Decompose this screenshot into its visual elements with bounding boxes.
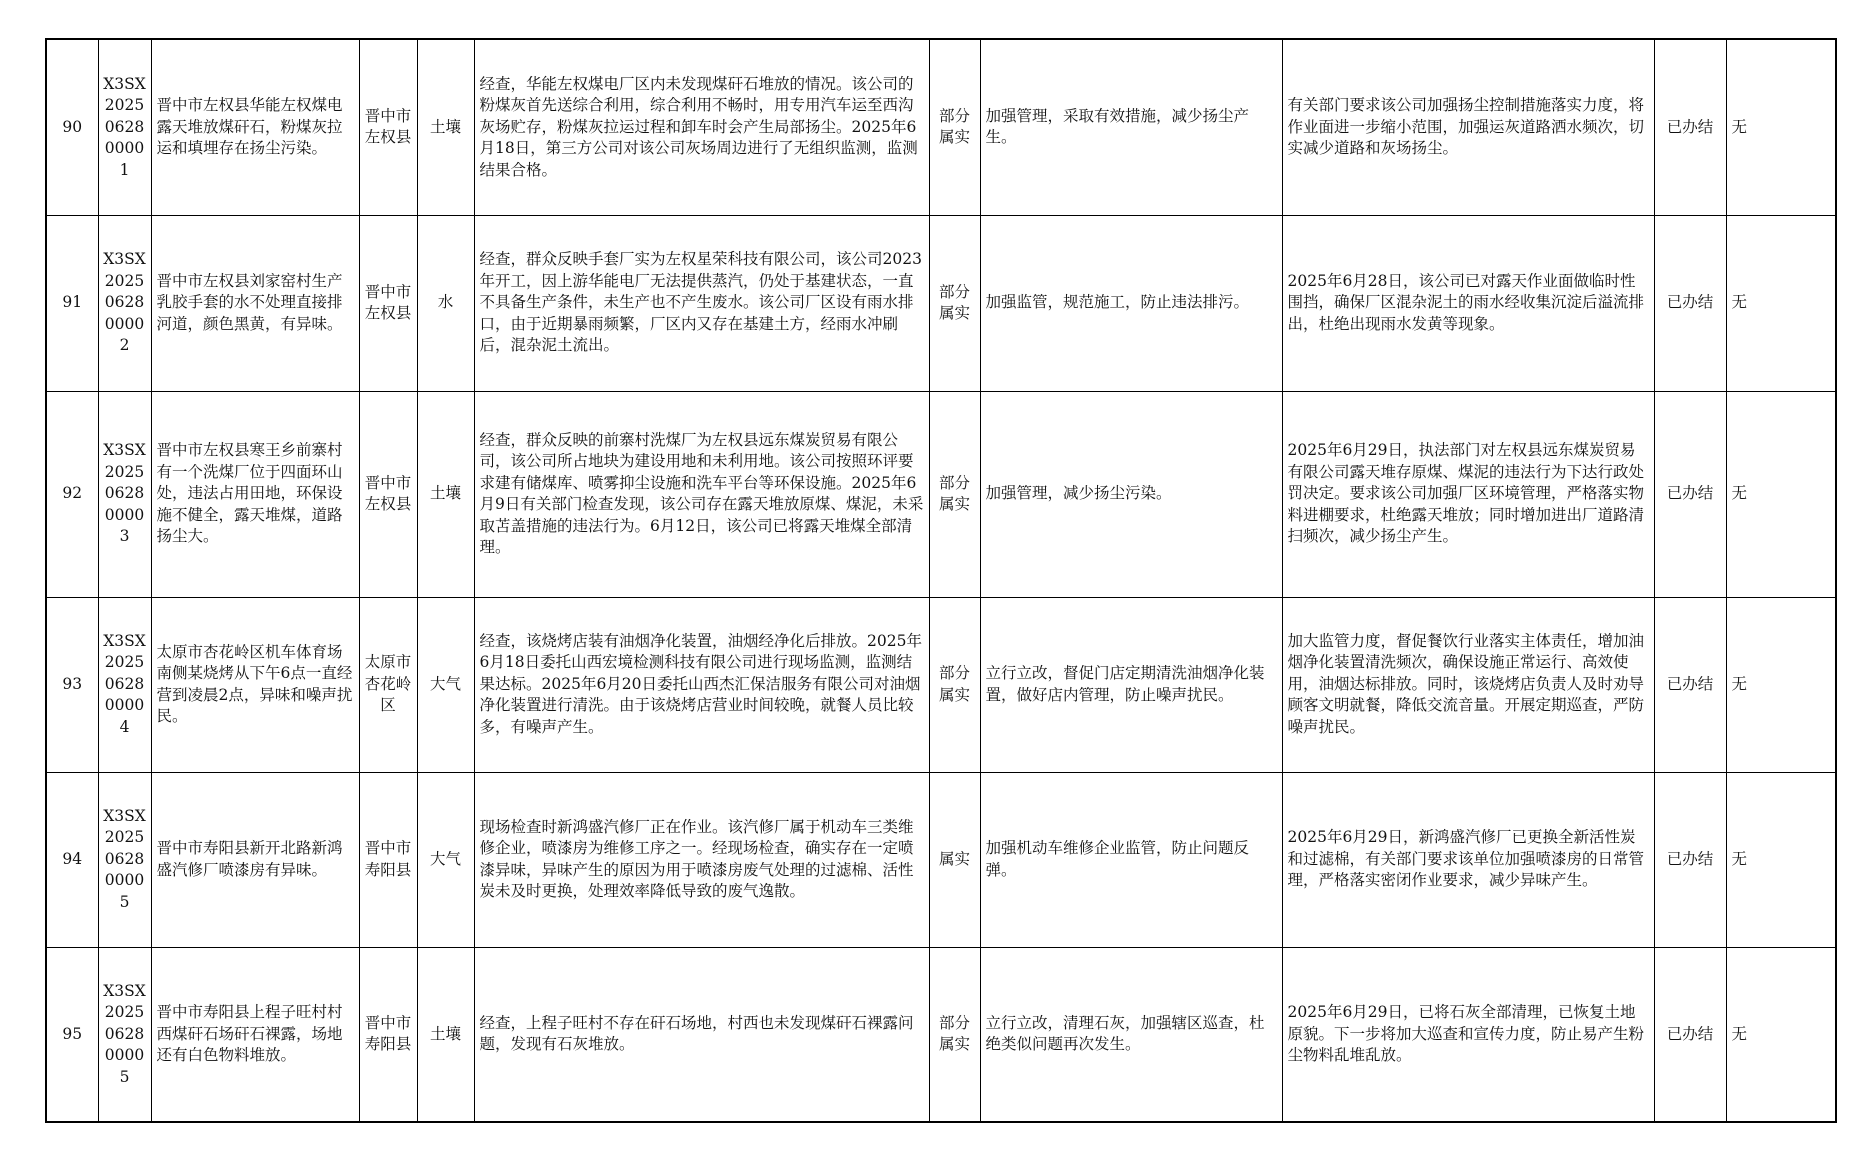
opinion-cell: 立行立改，清理石灰，加强辖区巡查，杜绝类似问题再次发生。 [980,947,1282,1122]
type-cell: 土壤 [417,391,474,597]
seq-cell: 90 [46,39,98,215]
status-cell: 已办结 [1654,39,1726,215]
table-row [46,215,1836,391]
finding-cell: 经查，该烧烤店装有油烟净化装置，油烟经净化后排放。2025年6月18日委托山西宏境检测科技有限公司进行现场监测，监测结果达标。2025年6月20日委托山西杰汇保洁服务有限公司对油烟净化装置进行清洗。由于该烧烤店营业时间较晚，就餐人员比较多，有噪声产生。 [474,597,929,772]
table-row [46,772,1836,947]
complaint-table-page [45,38,1835,1123]
opinion-cell: 加强机动车维修企业监管，防止问题反弹。 [980,772,1282,947]
table-row [46,947,1836,1122]
seq-cell: 92 [46,391,98,597]
code-cell: X3SX2025062800002 [98,215,151,391]
status-cell: 已办结 [1654,391,1726,597]
accountability-cell: 无 [1726,597,1836,772]
type-cell: 大气 [417,597,474,772]
opinion-cell: 加强监管，规范施工，防止违法排污。 [980,215,1282,391]
status-cell: 已办结 [1654,772,1726,947]
seq-cell: 91 [46,215,98,391]
complaint-cell: 太原市杏花岭区机车体育场南侧某烧烤从下午6点一直经营到凌晨2点，异味和噪声扰民。 [151,597,359,772]
finding-cell: 现场检查时新鸿盛汽修厂正在作业。该汽修厂属于机动车三类维修企业，喷漆房为维修工序之一。经现场检查，确实存在一定喷漆异味，异味产生的原因为用于喷漆房废气处理的过滤棉、活性炭未及时更换，处理效率降低导致的废气逸散。 [474,772,929,947]
region-cell: 晋中市左权县 [359,215,417,391]
verdict-cell: 部分属实 [929,391,980,597]
code-cell: X3SX2025062800005 [98,772,151,947]
region-cell: 晋中市左权县 [359,39,417,215]
status-cell: 已办结 [1654,215,1726,391]
table-row [46,39,1836,215]
accountability-cell: 无 [1726,215,1836,391]
code-cell: X3SX2025062800001 [98,39,151,215]
seq-cell: 94 [46,772,98,947]
region-cell: 晋中市左权县 [359,391,417,597]
verdict-cell: 部分属实 [929,597,980,772]
status-cell: 已办结 [1654,597,1726,772]
type-cell: 水 [417,215,474,391]
region-cell: 晋中市寿阳县 [359,772,417,947]
type-cell: 土壤 [417,947,474,1122]
finding-cell: 经查，华能左权煤电厂区内未发现煤矸石堆放的情况。该公司的粉煤灰首先送综合利用，综合利用不畅时，用专用汽车运至西沟灰场贮存，粉煤灰拉运过程和卸车时会产生局部扬尘。2025年6月18日，第三方公司对该公司灰场周边进行了无组织监测，监测结果合格。 [474,39,929,215]
opinion-cell: 立行立改，督促门店定期清洗油烟净化装置，做好店内管理，防止噪声扰民。 [980,597,1282,772]
result-cell: 加大监管力度，督促餐饮行业落实主体责任，增加油烟净化装置清洗频次，确保设施正常运行、高效使用，油烟达标排放。同时，该烧烤店负责人及时劝导顾客文明就餐，降低交流音量。开展定期巡查，严防噪声扰民。 [1282,597,1654,772]
complaint-cell: 晋中市寿阳县上程子旺村村西煤矸石场矸石裸露，场地还有白色物料堆放。 [151,947,359,1122]
accountability-cell: 无 [1726,772,1836,947]
table-row [46,597,1836,772]
finding-cell: 经查，群众反映的前寨村洗煤厂为左权县远东煤炭贸易有限公司，该公司所占地块为建设用地和未利用地。该公司按照环评要求建有储煤库、喷雾抑尘设施和洗车平台等环保设施。2025年6月9日有关部门检查发现，该公司存在露天堆放原煤、煤泥，未采取苫盖措施的违法行为。6月12日，该公司已将露天堆煤全部清理。 [474,391,929,597]
verdict-cell: 部分属实 [929,947,980,1122]
result-cell: 2025年6月29日，已将石灰全部清理，已恢复土地原貌。下一步将加大巡查和宣传力度，防止易产生粉尘物料乱堆乱放。 [1282,947,1654,1122]
accountability-cell: 无 [1726,391,1836,597]
code-cell: X3SX2025062800003 [98,391,151,597]
result-cell: 2025年6月29日，新鸿盛汽修厂已更换全新活性炭和过滤棉，有关部门要求该单位加强喷漆房的日常管理，严格落实密闭作业要求，减少异味产生。 [1282,772,1654,947]
opinion-cell: 加强管理，减少扬尘污染。 [980,391,1282,597]
verdict-cell: 部分属实 [929,39,980,215]
result-cell: 2025年6月28日，该公司已对露天作业面做临时性围挡，确保厂区混杂泥土的雨水经收集沉淀后溢流排出，杜绝出现雨水发黄等现象。 [1282,215,1654,391]
seq-cell: 93 [46,597,98,772]
accountability-cell: 无 [1726,39,1836,215]
complaint-cell: 晋中市左权县华能左权煤电露天堆放煤矸石，粉煤灰拉运和填埋存在扬尘污染。 [151,39,359,215]
complaint-table [45,38,1837,1123]
opinion-cell: 加强管理，采取有效措施，减少扬尘产生。 [980,39,1282,215]
result-cell: 有关部门要求该公司加强扬尘控制措施落实力度，将作业面进一步缩小范围，加强运灰道路洒水频次，切实减少道路和灰场扬尘。 [1282,39,1654,215]
verdict-cell: 属实 [929,772,980,947]
accountability-cell: 无 [1726,947,1836,1122]
complaint-cell: 晋中市左权县寒王乡前寨村有一个洗煤厂位于四面环山处，违法占用田地，环保设施不健全，露天堆煤，道路扬尘大。 [151,391,359,597]
complaint-cell: 晋中市寿阳县新开北路新鸿盛汽修厂喷漆房有异味。 [151,772,359,947]
region-cell: 晋中市寿阳县 [359,947,417,1122]
result-cell: 2025年6月29日，执法部门对左权县远东煤炭贸易有限公司露天堆存原煤、煤泥的违法行为下达行政处罚决定。要求该公司加强厂区环境管理，严格落实物料进棚要求，杜绝露天堆放；同时增加进出厂道路清扫频次，减少扬尘产生。 [1282,391,1654,597]
finding-cell: 经查，群众反映手套厂实为左权星荣科技有限公司，该公司2023年开工，因上游华能电厂无法提供蒸汽，仍处于基建状态，一直不具备生产条件，未生产也不产生废水。该公司厂区设有雨水排口，由于近期暴雨频繁，厂区内又存在基建土方，经雨水冲刷后，混杂泥土流出。 [474,215,929,391]
finding-cell: 经查，上程子旺村不存在矸石场地，村西也未发现煤矸石裸露问题，发现有石灰堆放。 [474,947,929,1122]
table-row [46,391,1836,597]
complaint-cell: 晋中市左权县刘家窑村生产乳胶手套的水不处理直接排河道，颜色黑黄，有异味。 [151,215,359,391]
seq-cell: 95 [46,947,98,1122]
type-cell: 大气 [417,772,474,947]
code-cell: X3SX2025062800004 [98,597,151,772]
status-cell: 已办结 [1654,947,1726,1122]
verdict-cell: 部分属实 [929,215,980,391]
code-cell: X3SX2025062800005 [98,947,151,1122]
region-cell: 太原市杏花岭区 [359,597,417,772]
type-cell: 土壤 [417,39,474,215]
